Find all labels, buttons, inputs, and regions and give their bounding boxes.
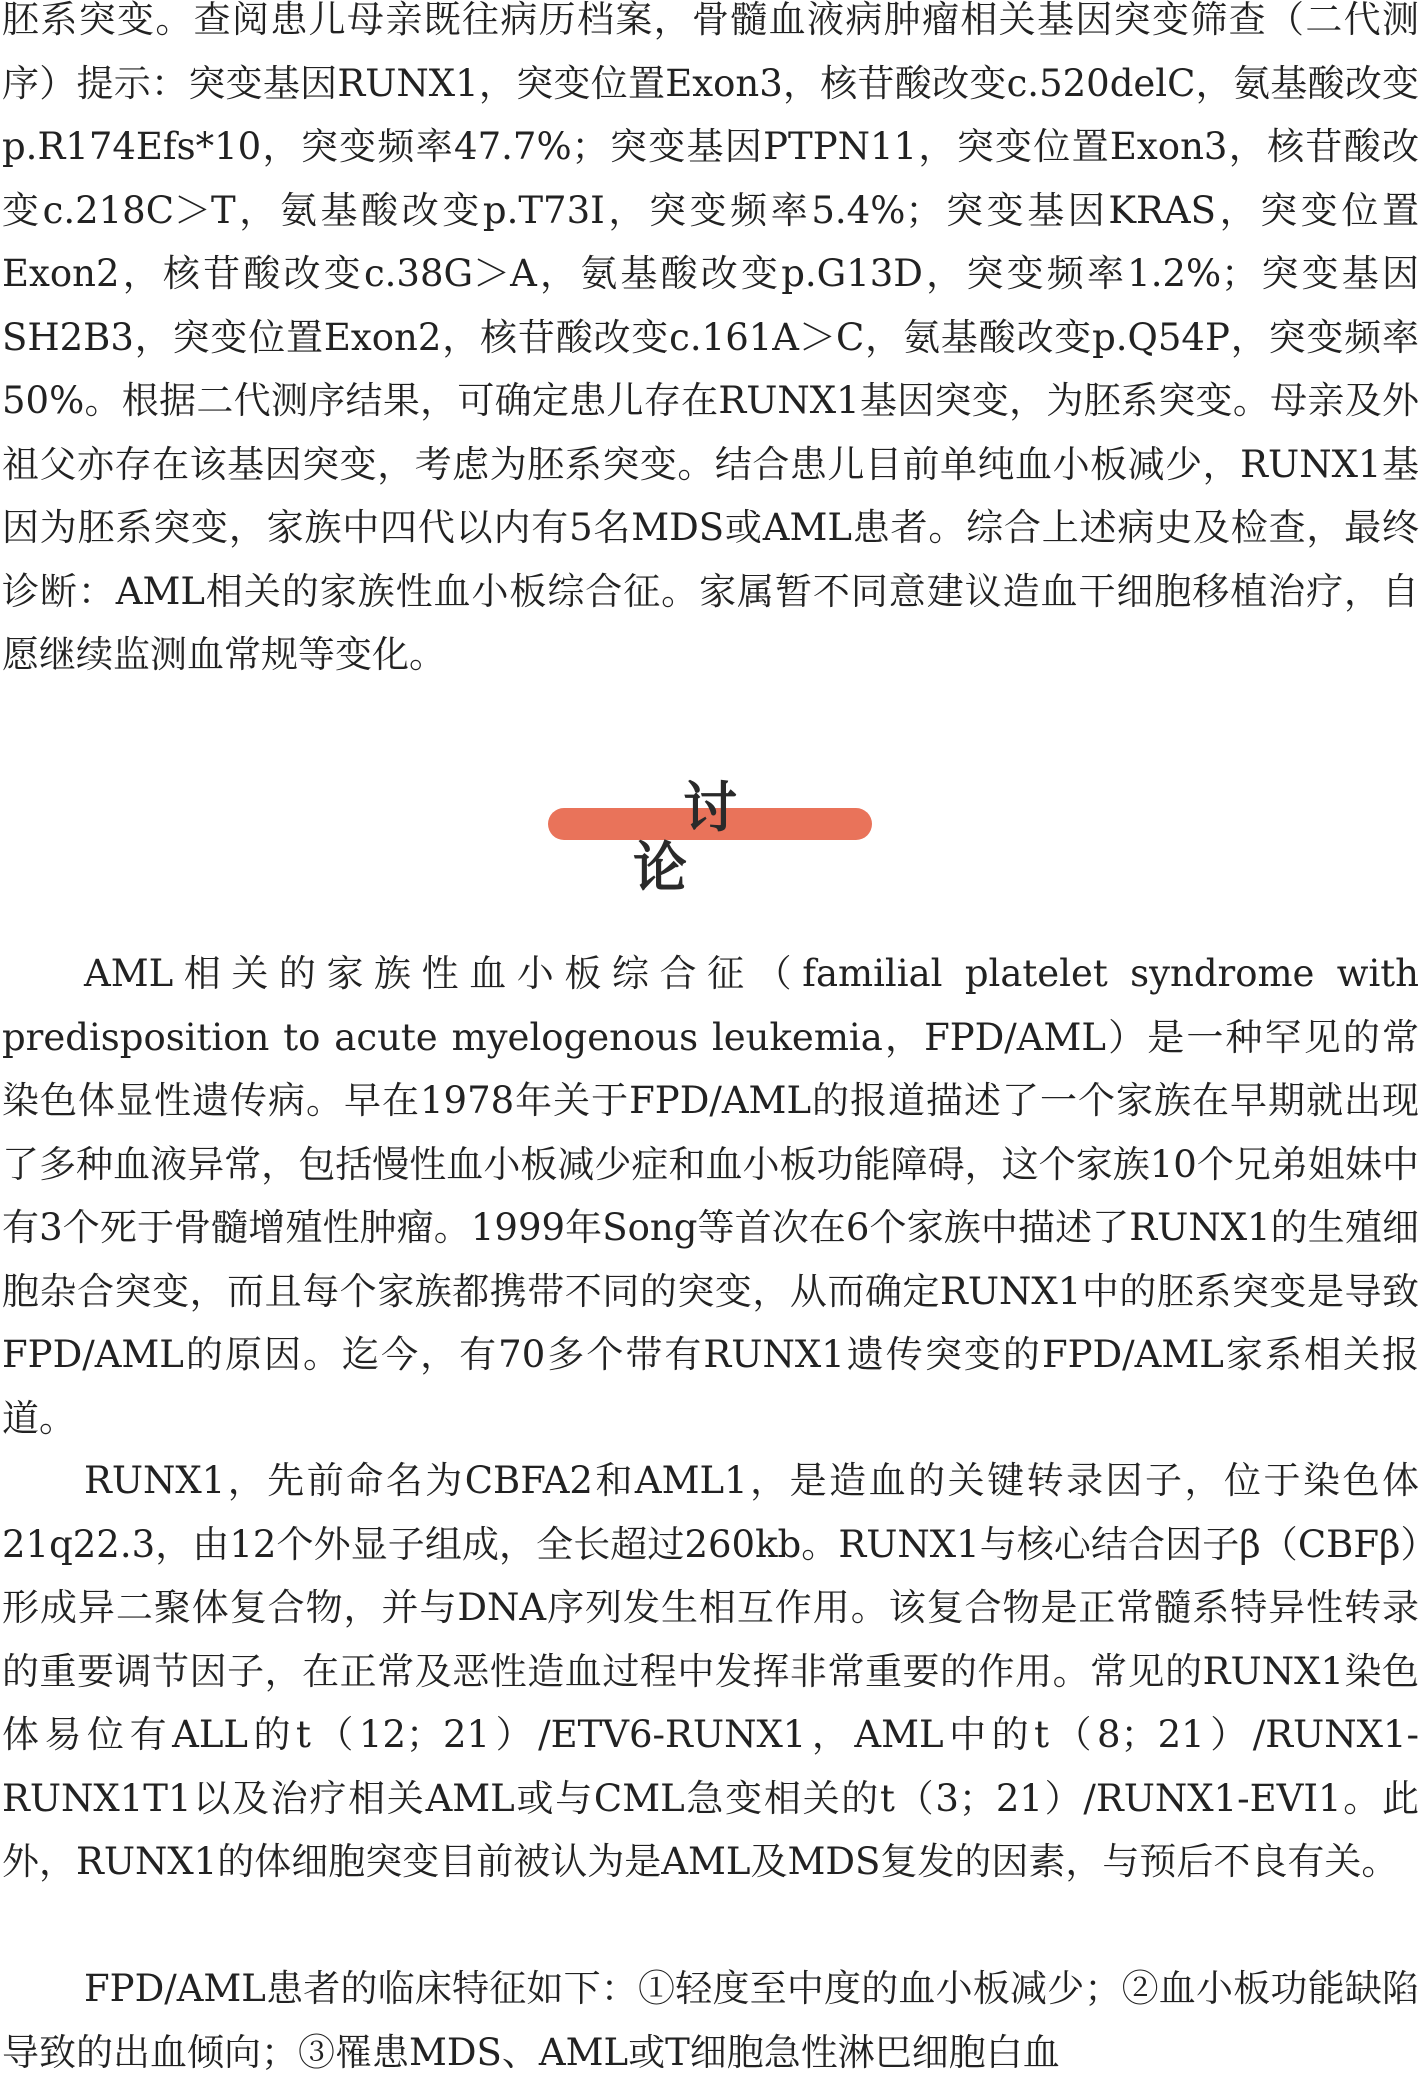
section-heading [548, 776, 872, 899]
discussion-paragraph-3: FPD/AML患者的临床特征如下：①轻度至中度的血小板减少；②血小板功能缺陷导致的出血倾向；③罹患MDS、AML或T细胞急性淋巴细胞白血 [2, 1967, 1419, 2074]
discussion-paragraph-2: RUNX1，先前命名为CBFA2和AML1，是造血的关键转录因子，位于染色体21q22.3，由12个外显子组成，全长超过260kb。RUNX1与核心结合因子β（CBFβ）形成异二聚体复合物，并与DNA序列发生相互作用。该复合物是正常髓系特异性转录的重要调节因子，在正常及恶性造血过程中发挥非常重要的作用。常见的RUNX1染色体易位有ALL的t（12；21）/ETV6-RUNX1，AML中的t（8；21）/RUNX1-RUNX1T1以及治疗相关AML或与CML急变相关的t（3；21）/RUNX1-EVI1。此外，RUNX1的体细胞突变目前被认为是AML及MDS复发的因素，与预后不良有关。 [2, 1459, 1419, 1883]
heading-title: 讨 论 [633, 776, 837, 899]
case-paragraph: 胚系突变。查阅患儿母亲既往病历档案，骨髓血液病肿瘤相关基因突变筛查（二代测序）提示：突变基因RUNX1，突变位置Exon3，核苷酸改变c.520delC，氨基酸改变p.R174Efs*10，突变频率47.7%；突变基因PTPN11，突变位置Exon3，核苷酸改变c.218C＞T，氨基酸改变p.T73I，突变频率5.4%；突变基因KRAS，突变位置Exon2，核苷酸改变c.38G＞A，氨基酸改变p.G13D，突变频率1.2%；突变基因SH2B3，突变位置Exon2，核苷酸改变c.161A＞C，氨基酸改变p.Q54P，突变频率50%。根据二代测序结果，可确定患儿存在RUNX1基因突变，为胚系突变。母亲及外祖父亦存在该基因突变，考虑为胚系突变。结合患儿目前单纯血小板减少，RUNX1基因为胚系突变，家族中四代以内有5名MDS或AML患者。综合上述病史及检查，最终诊断：AML相关的家族性血小板综合征。家属暂不同意建议造血干细胞移植治疗，自愿继续监测血常规等变化。 [2, 0, 1419, 676]
discussion-paragraph-1: AML相关的家族性血小板综合征（familial platelet syndrome with predisposition to acute myelogenous leukemia，FPD/AML）是一种罕见的常染色体显性遗传病。早在1978年关于FPD/AML的报道描述了一个家族在早期就出现了多种血液异常，包括慢性血小板减少症和血小板功能障碍，这个家族10个兄弟姐妹中有3个死于骨髓增殖性肿瘤。1999年Song等首次在6个家族中描述了RUNX1的生殖细胞杂合突变，而且每个家族都携带不同的突变，从而确定RUNX1中的胚系突变是导致FPD/AML的原因。迄今，有70多个带有RUNX1遗传突变的FPD/AML家系相关报道。 [2, 952, 1419, 1440]
